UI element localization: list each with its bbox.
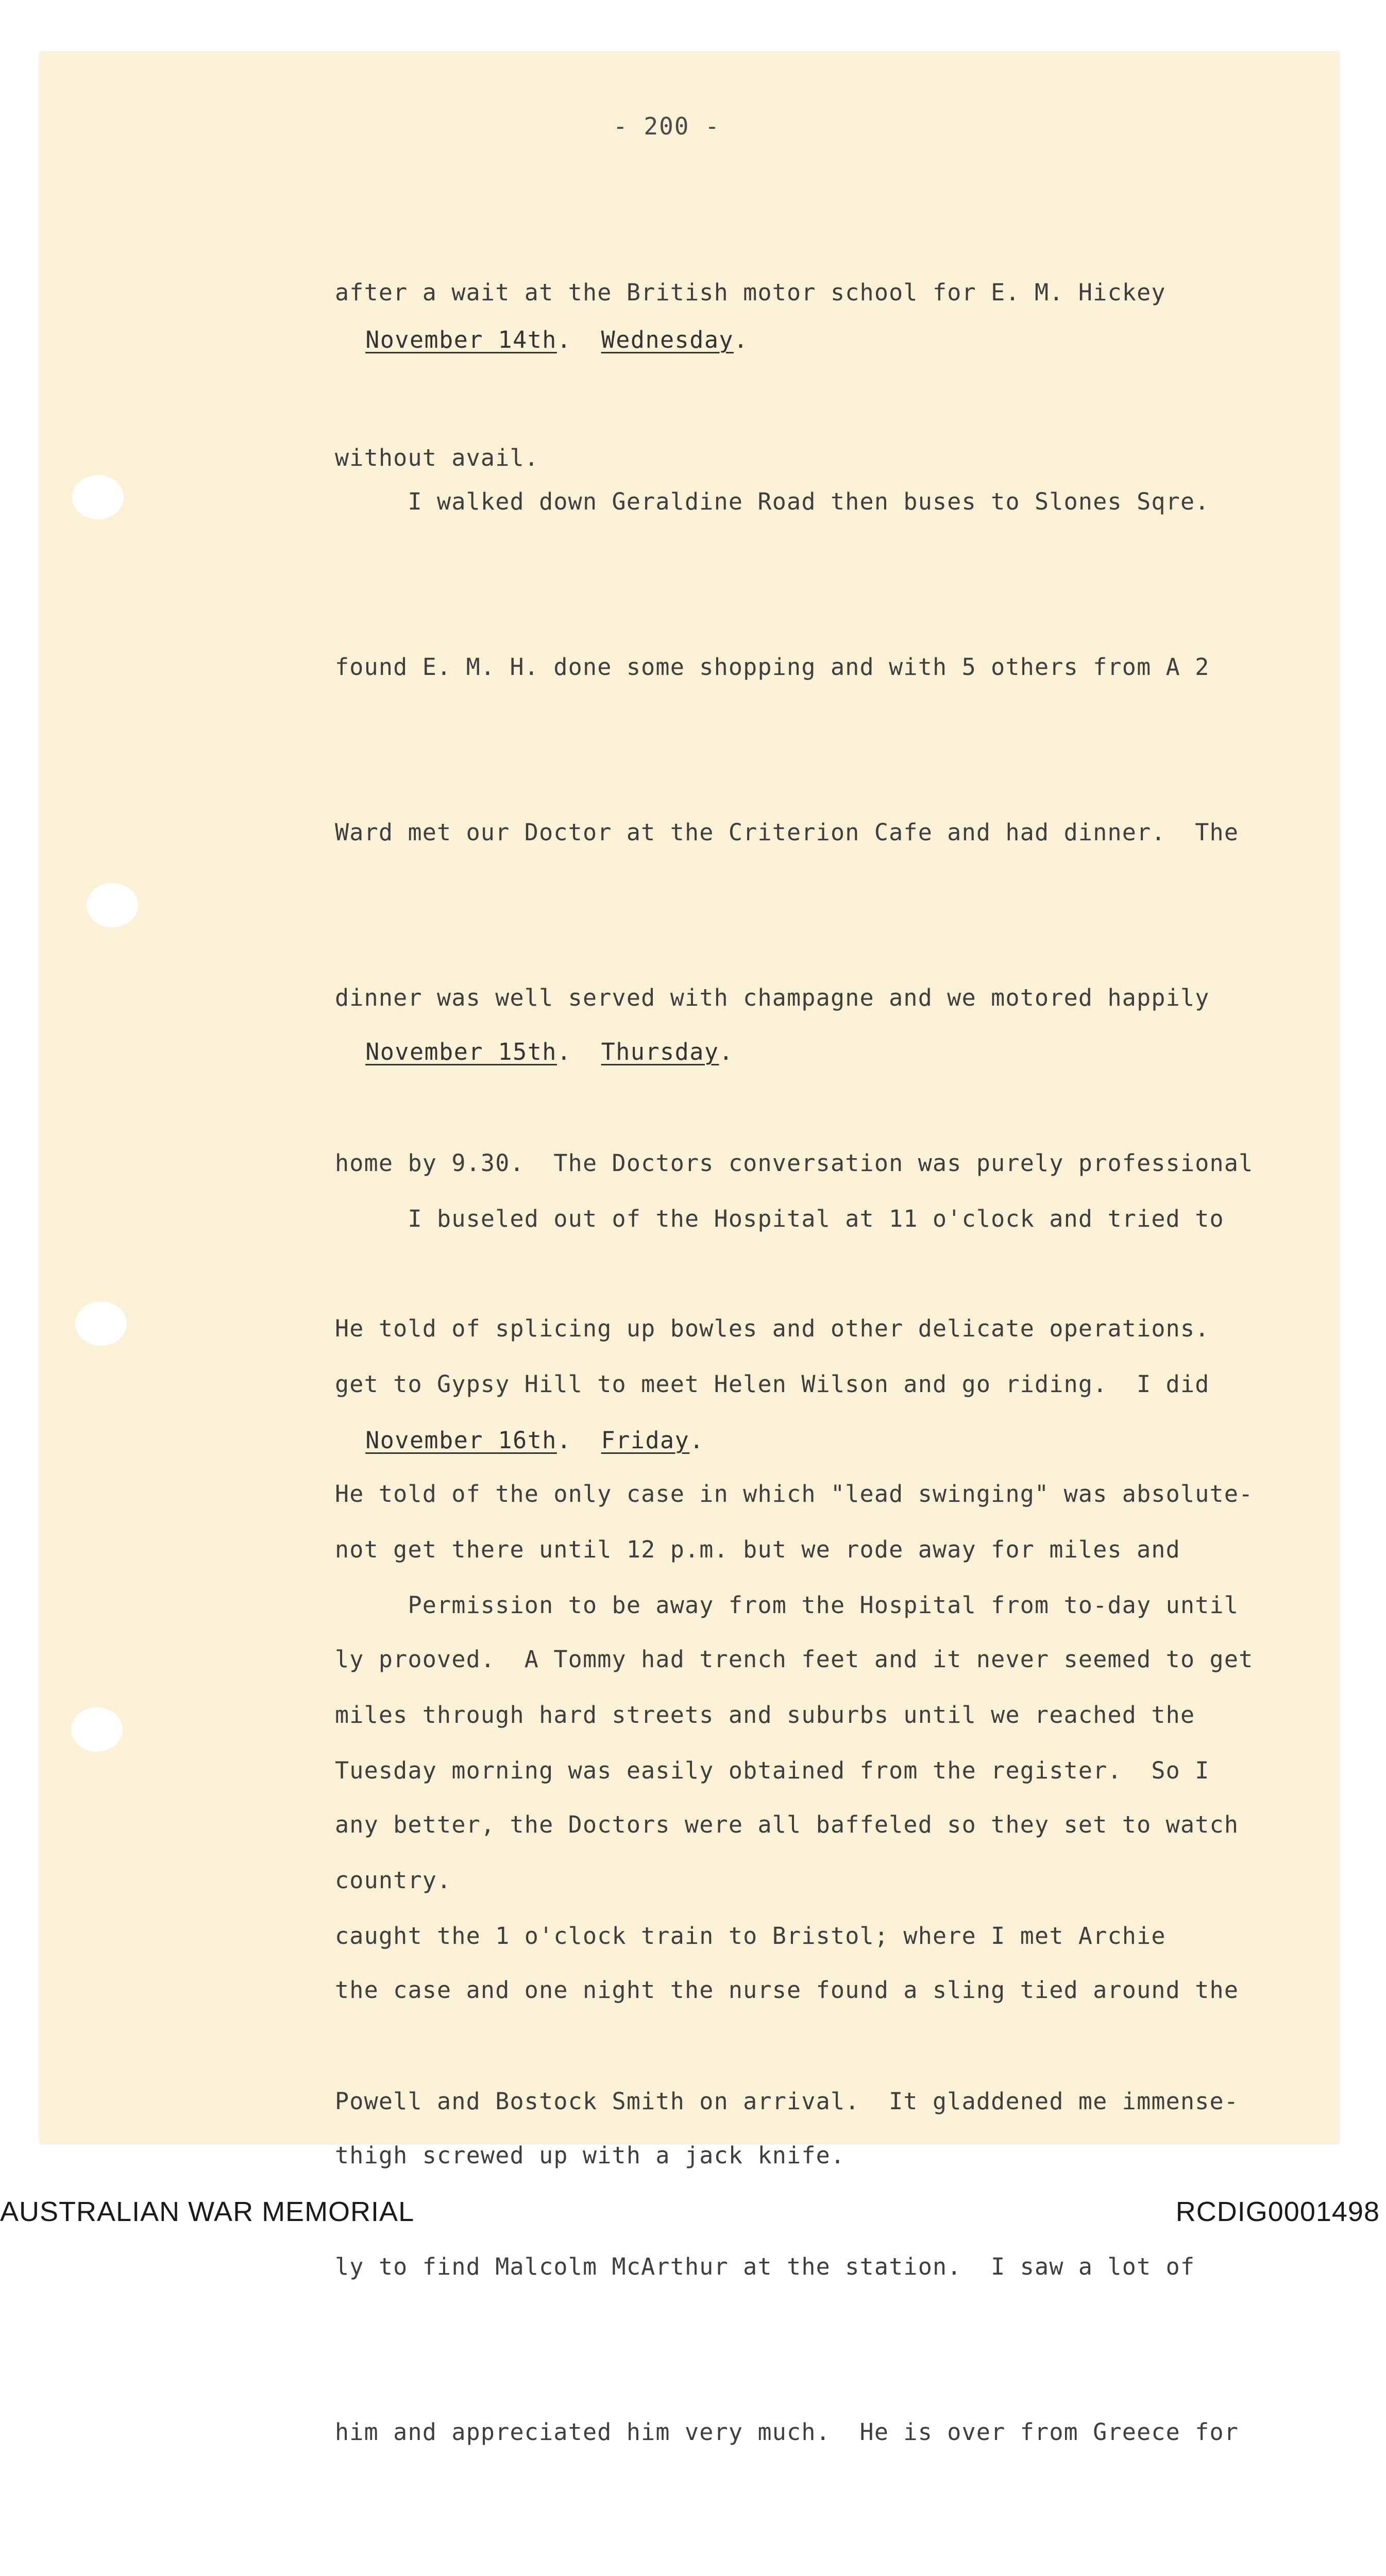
entry-date: November 15th bbox=[365, 1038, 557, 1065]
text-line: Tuesday morning was easily obtained from the register. So I bbox=[335, 1757, 1210, 1784]
text-line: He told of splicing up bowles and other delicate operations. bbox=[335, 1315, 1210, 1342]
text-line: home by 9.30. The Doctors conversation was purely professional bbox=[335, 1149, 1254, 1177]
entry-heading-nov-16 bbox=[336, 1399, 704, 1454]
page-number: - 200 - bbox=[613, 112, 720, 140]
entry-heading-nov-15 bbox=[336, 1011, 734, 1065]
entry-day: Thursday bbox=[601, 1038, 719, 1065]
entry-day: Friday bbox=[601, 1427, 690, 1454]
punch-hole-bottom bbox=[71, 1707, 123, 1752]
entry-body-nov-16 bbox=[335, 1467, 1355, 2576]
punch-hole-top bbox=[72, 475, 124, 519]
text-line: not get there until 12 p.m. but we rode away for miles and bbox=[335, 1536, 1180, 1563]
text-line: I buseled out of the Hospital at 11 o'clock and tried to bbox=[335, 1205, 1224, 1232]
text-line: ly to find Malcolm McArthur at the station. I saw a lot of bbox=[335, 2253, 1195, 2280]
entry-day: Wednesday bbox=[601, 326, 734, 353]
text-line: after a wait at the British motor school for E. M. Hickey bbox=[335, 279, 1166, 306]
heading-period: . bbox=[719, 1038, 734, 1065]
footer-institution: AUSTRALIAN WAR MEMORIAL bbox=[0, 2196, 415, 2227]
text-line: country. bbox=[335, 1867, 452, 1894]
text-line: I walked down Geraldine Road then buses to Slones Sqre. bbox=[335, 488, 1210, 515]
text-line: thigh screwed up with a jack knife. bbox=[335, 2142, 846, 2169]
text-line bbox=[335, 2570, 1355, 2576]
entry-heading-nov-14 bbox=[336, 299, 749, 353]
text-line: the case and one night the nurse found a sling tied around the bbox=[335, 1976, 1239, 2004]
text-line: caught the 1 o'clock train to Bristol; where I met Archie bbox=[335, 1922, 1166, 1950]
heading-separator: . bbox=[556, 1427, 601, 1454]
entry-date: November 14th bbox=[365, 326, 557, 353]
heading-separator: . bbox=[556, 1038, 601, 1065]
heading-period: . bbox=[689, 1427, 704, 1454]
text-line: him and appreciated him very much. He is over from Greece for bbox=[335, 2418, 1239, 2446]
text-line: Ward met our Doctor at the Criterion Cafe and had dinner. The bbox=[335, 819, 1239, 846]
text-line: any better, the Doctors were all baffeled so they set to watch bbox=[335, 1811, 1239, 1838]
entry-date: November 16th bbox=[365, 1427, 557, 1454]
text-line: without avail. bbox=[335, 444, 539, 471]
text-line: found E. M. H. done some shopping and with 5 others from A 2 bbox=[335, 653, 1210, 681]
heading-separator: . bbox=[556, 326, 601, 353]
heading-period: . bbox=[734, 326, 749, 353]
punch-hole-lower-middle bbox=[75, 1301, 127, 1346]
text-line: Powell and Bostock Smith on arrival. It gladdened me immense- bbox=[335, 2088, 1239, 2115]
text-line: ly prooved. A Tommy had trench feet and it never seemed to get bbox=[335, 1646, 1254, 1673]
footer-identifier: RCDIG0001498 bbox=[1175, 2196, 1380, 2227]
text-line: dinner was well served with champagne and we motored happily bbox=[335, 984, 1210, 1011]
punch-hole-upper-middle bbox=[87, 883, 138, 927]
text-line: miles through hard streets and suburbs until we reached the bbox=[335, 1701, 1195, 1728]
text-line: get to Gypsy Hill to meet Helen Wilson and go riding. I did bbox=[335, 1370, 1210, 1398]
text-line: He told of the only case in which "lead swinging" was absolute- bbox=[335, 1480, 1254, 1507]
text-line: Permission to be away from the Hospital from to-day until bbox=[335, 1591, 1239, 1619]
